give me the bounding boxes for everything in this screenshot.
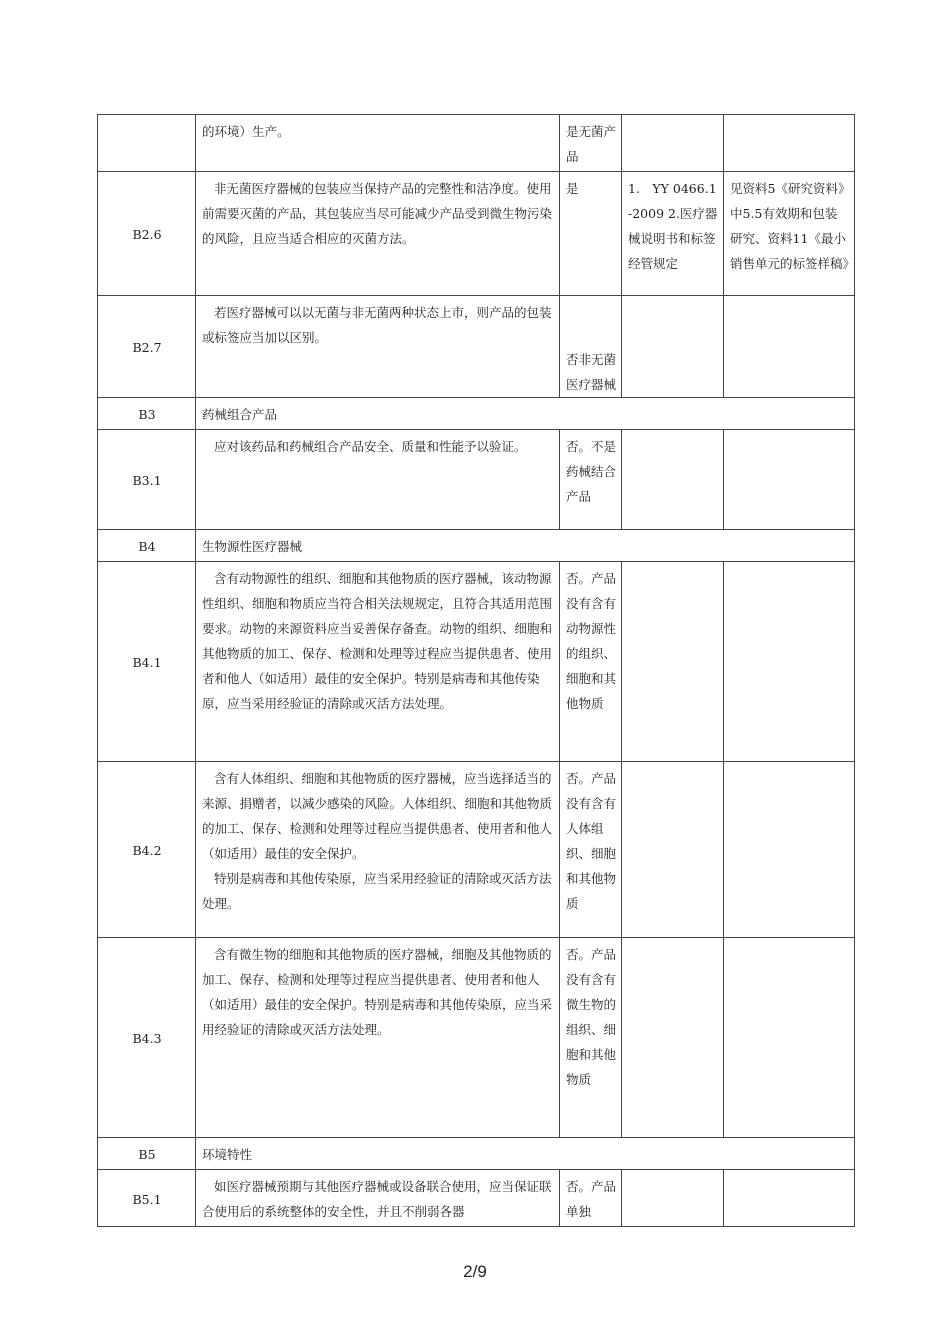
applicability-cell: 否。产品单独 — [560, 1170, 622, 1227]
clause-id: B4.1 — [98, 562, 196, 762]
section-header-row — [98, 1138, 855, 1170]
evidence-cell — [724, 430, 855, 530]
section-title: 药械组合产品 — [196, 398, 855, 430]
table-row — [98, 938, 855, 1138]
applicability-cell: 是无菌产品 — [560, 115, 622, 172]
clause-id: B4.2 — [98, 762, 196, 938]
table-row — [98, 1170, 855, 1227]
section-id: B4 — [98, 530, 196, 562]
section-title: 生物源性医疗器械 — [196, 530, 855, 562]
requirement-text: 若医疗器械可以以无菌与非无菌两种状态上市，则产品的包装或标签应当加以区别。 — [196, 296, 560, 398]
applicability-cell: 否。产品没有含有人体组织、细胞和其他物质 — [560, 762, 622, 938]
requirement-paragraph: 特别是病毒和其他传染原，应当采用经验证的清除或灭活方法处理。 — [202, 871, 552, 911]
standard-cell — [622, 762, 724, 938]
standard-cell — [622, 430, 724, 530]
evidence-cell: 见资料5《研究资料》中5.5有效期和包装研究、资料11《最小销售单元的标签样稿》 — [724, 172, 855, 296]
standard-cell — [622, 562, 724, 762]
requirement-text: 非无菌医疗器械的包装应当保持产品的完整性和洁净度。使用前需要灭菌的产品，其包装应当尽可能减少产品受到微生物污染的风险，且应当适合相应的灭菌方法。 — [196, 172, 560, 296]
requirement-text — [196, 762, 560, 938]
section-header-row — [98, 398, 855, 430]
requirement-text: 应对该药品和药械组合产品安全、质量和性能予以验证。 — [196, 430, 560, 530]
clause-id: B2.7 — [98, 296, 196, 398]
applicability-cell: 否。产品没有含有微生物的组织、细胞和其他物质 — [560, 938, 622, 1138]
table-row — [98, 430, 855, 530]
clause-id — [98, 115, 196, 172]
requirement-text: 含有动物源性的组织、细胞和其他物质的医疗器械，该动物源性组织、细胞和物质应当符合相关法规规定，且符合其适用范围要求。动物的来源资料应当妥善保存备查。动物的组织、细胞和其他物质的加工、保存、检测和处理等过程应当提供患者、使用者和他人（如适用）最佳的安全保护。特别是病毒和其他传染原，应当采用经验证的清除或灭活方法处理。 — [196, 562, 560, 762]
requirement-text: 含有微生物的细胞和其他物质的医疗器械，细胞及其他物质的加工、保存、检测和处理等过程应当提供患者、使用者和他人（如适用）最佳的安全保护。特别是病毒和其他传染原，应当采用经验证的清除或灭活方法处理。 — [196, 938, 560, 1138]
evidence-cell — [724, 562, 855, 762]
evidence-cell — [724, 115, 855, 172]
requirement-paragraph: 含有人体组织、细胞和其他物质的医疗器械，应当选择适当的来源、捐赠者，以减少感染的风险。人体组织、细胞和其他物质的加工、保存、检测和处理等过程应当提供患者、使用者和他人（如适用）最佳的安全保护。 — [202, 771, 553, 861]
essential-requirements-table — [97, 114, 855, 1227]
evidence-cell — [724, 762, 855, 938]
standard-cell — [622, 296, 724, 398]
standard-cell — [622, 1170, 724, 1227]
standard-cell — [622, 938, 724, 1138]
section-header-row — [98, 530, 855, 562]
standard-cell — [622, 115, 724, 172]
page-number: 2/9 — [463, 1262, 487, 1281]
table-row — [98, 762, 855, 938]
clause-id: B2.6 — [98, 172, 196, 296]
table-row — [98, 115, 855, 172]
clause-id: B3.1 — [98, 430, 196, 530]
clause-id: B4.3 — [98, 938, 196, 1138]
standard-cell: 1. YY 0466.1-2009 2.医疗器械说明书和标签经管规定 — [622, 172, 724, 296]
requirement-text: 的环境）生产。 — [196, 115, 560, 172]
table-row — [98, 296, 855, 398]
requirement-text: 如医疗器械预期与其他医疗器械或设备联合使用，应当保证联合使用后的系统整体的安全性，并且不削弱各器 — [196, 1170, 560, 1227]
section-id: B5 — [98, 1138, 196, 1170]
applicability-cell: 否。不是药械结合产品 — [560, 430, 622, 530]
table-row — [98, 172, 855, 296]
applicability-cell: 否。产品没有含有动物源性的组织、细胞和其他物质 — [560, 562, 622, 762]
applicability-cell: 是 — [560, 172, 622, 296]
clause-id: B5.1 — [98, 1170, 196, 1227]
evidence-cell — [724, 1170, 855, 1227]
section-title: 环境特性 — [196, 1138, 855, 1170]
applicability-cell: 否非无菌医疗器械 — [560, 296, 622, 398]
table-row — [98, 562, 855, 762]
evidence-cell — [724, 296, 855, 398]
section-id: B3 — [98, 398, 196, 430]
evidence-cell — [724, 938, 855, 1138]
